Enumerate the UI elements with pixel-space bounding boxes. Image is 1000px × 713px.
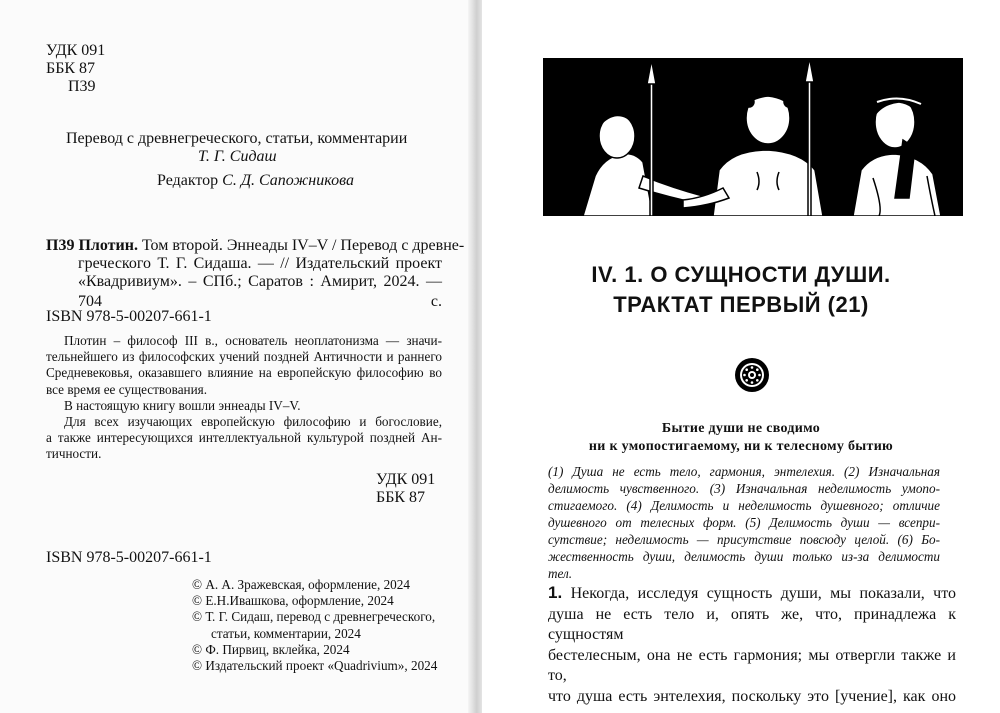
translation-credit: Перевод с древнегреческого, статьи, комментарии bbox=[66, 130, 408, 147]
copyright-line: © Ф. Пирвиц, вклейка, 2024 bbox=[192, 641, 350, 657]
udk-top: УДК 091 bbox=[46, 42, 106, 59]
paragraph-number: 1. bbox=[548, 583, 563, 602]
editor-name: С. Д. Сапожникова bbox=[222, 172, 354, 189]
bbk-top: ББК 87 bbox=[46, 60, 96, 77]
author-mark-top: П39 bbox=[68, 78, 96, 95]
greek-vase-illustration bbox=[543, 58, 963, 216]
chapter-summary bbox=[548, 463, 940, 582]
summary-line: жественность души, делимость души только из-за делимости bbox=[548, 549, 940, 564]
annotation-line: Плотин – философ III в., основатель неоплатонизма — значи- bbox=[64, 333, 442, 348]
body-line bbox=[548, 583, 956, 605]
annotation-line: тельнейшего из философских учений поздней Античности и раннего bbox=[46, 349, 442, 365]
isbn-bottom: ISBN 978-5-00207-661-1 bbox=[46, 549, 212, 566]
isbn-top: ISBN 978-5-00207-661-1 bbox=[46, 308, 212, 325]
translator-name: Т. Г. Сидаш bbox=[198, 148, 277, 165]
body-line: что душа есть энтелехия, поскольку это [учение], как оно bbox=[548, 687, 956, 705]
chapter-title-line1: IV. 1. О СУЩНОСТИ ДУШИ. bbox=[591, 262, 891, 287]
body-line-text: Некогда, исследуя сущность души, мы показали, что bbox=[570, 585, 956, 602]
bib-record-line2: греческого Т. Г. Сидаша. — // Издательский проект bbox=[78, 255, 442, 272]
bib-record-line3: «Квадривиум». – СПб.; Саратов : Амирит, 2024. — 704 с. bbox=[78, 273, 442, 310]
annotation bbox=[46, 333, 442, 463]
bib-mark: П39 bbox=[46, 237, 75, 254]
annotation-line: Средневековья, оказавшего влияние на европейскую философию во bbox=[46, 365, 442, 381]
right-page bbox=[482, 0, 1000, 713]
summary-line: сутствие; неделимость — присутствие повсюду целой. (6) Бо- bbox=[548, 532, 940, 547]
ornament-icon bbox=[734, 357, 770, 393]
bib-line1-rest: Том второй. Эннеады IV–V / Перевод с древне- bbox=[141, 237, 465, 254]
annotation-line: а также интересующихся интеллектуальной культурой поздней Ан- bbox=[46, 430, 442, 446]
editor-label: Редактор bbox=[157, 172, 219, 189]
annotation-line: Для всех изучающих европейскую философию и богословие, bbox=[64, 414, 442, 430]
annotation-line: все время ее существования. bbox=[46, 381, 208, 397]
chapter-title-line2: ТРАКТАТ ПЕРВЫЙ (21) bbox=[613, 292, 869, 317]
main-text bbox=[548, 583, 956, 707]
editor-credit bbox=[157, 171, 354, 191]
copyright-line: © А. А. Зражевская, оформление, 2024 bbox=[192, 577, 410, 592]
summary-line: делимость чувственного. (3) Изначальная неделимость умопо- bbox=[548, 481, 940, 496]
annotation-line: В настоящую книгу вошли эннеады IV–V. bbox=[64, 397, 301, 413]
copyright-block bbox=[192, 577, 437, 674]
body-line: бестелесным, она не есть гармония; мы отвергли также и то, bbox=[548, 646, 956, 684]
bbk-bottom: ББК 87 bbox=[376, 489, 426, 506]
body-line: душа не есть тело и, опять же, что, принадлежа к сущностям bbox=[548, 605, 956, 643]
bib-record-line1 bbox=[46, 236, 464, 256]
udk-bottom: УДК 091 bbox=[376, 471, 436, 488]
subtitle-line2: ни к умопостигаемому, ни к телесному бытию bbox=[588, 439, 894, 454]
summary-line: тел. bbox=[548, 566, 573, 581]
bib-author: Плотин. bbox=[78, 237, 138, 254]
vase-figures-graphic bbox=[543, 58, 963, 216]
subtitle-line1: Бытие души не сводимо bbox=[661, 421, 821, 436]
copyright-line: © Е.Н.Ивашкова, оформление, 2024 bbox=[192, 593, 394, 609]
copyright-line: © Т. Г. Сидаш, перевод с древнегреческого, bbox=[192, 609, 436, 625]
copyright-line: © Издательский проект «Quadrivium», 2024 bbox=[192, 658, 438, 674]
left-page bbox=[0, 0, 470, 713]
summary-line: стигаемого. (4) Делимость и неделимость душевного; отличие bbox=[548, 498, 940, 513]
copyright-line: статьи, комментарии, 2024 bbox=[211, 625, 361, 641]
summary-line: (1) Душа не есть тело, гармония, энтелехия. (2) Изначальная bbox=[548, 464, 940, 479]
annotation-line: тичности. bbox=[46, 446, 102, 462]
summary-line: душевного от телесных форм. (5) Делимость души — всепри- bbox=[548, 515, 940, 530]
